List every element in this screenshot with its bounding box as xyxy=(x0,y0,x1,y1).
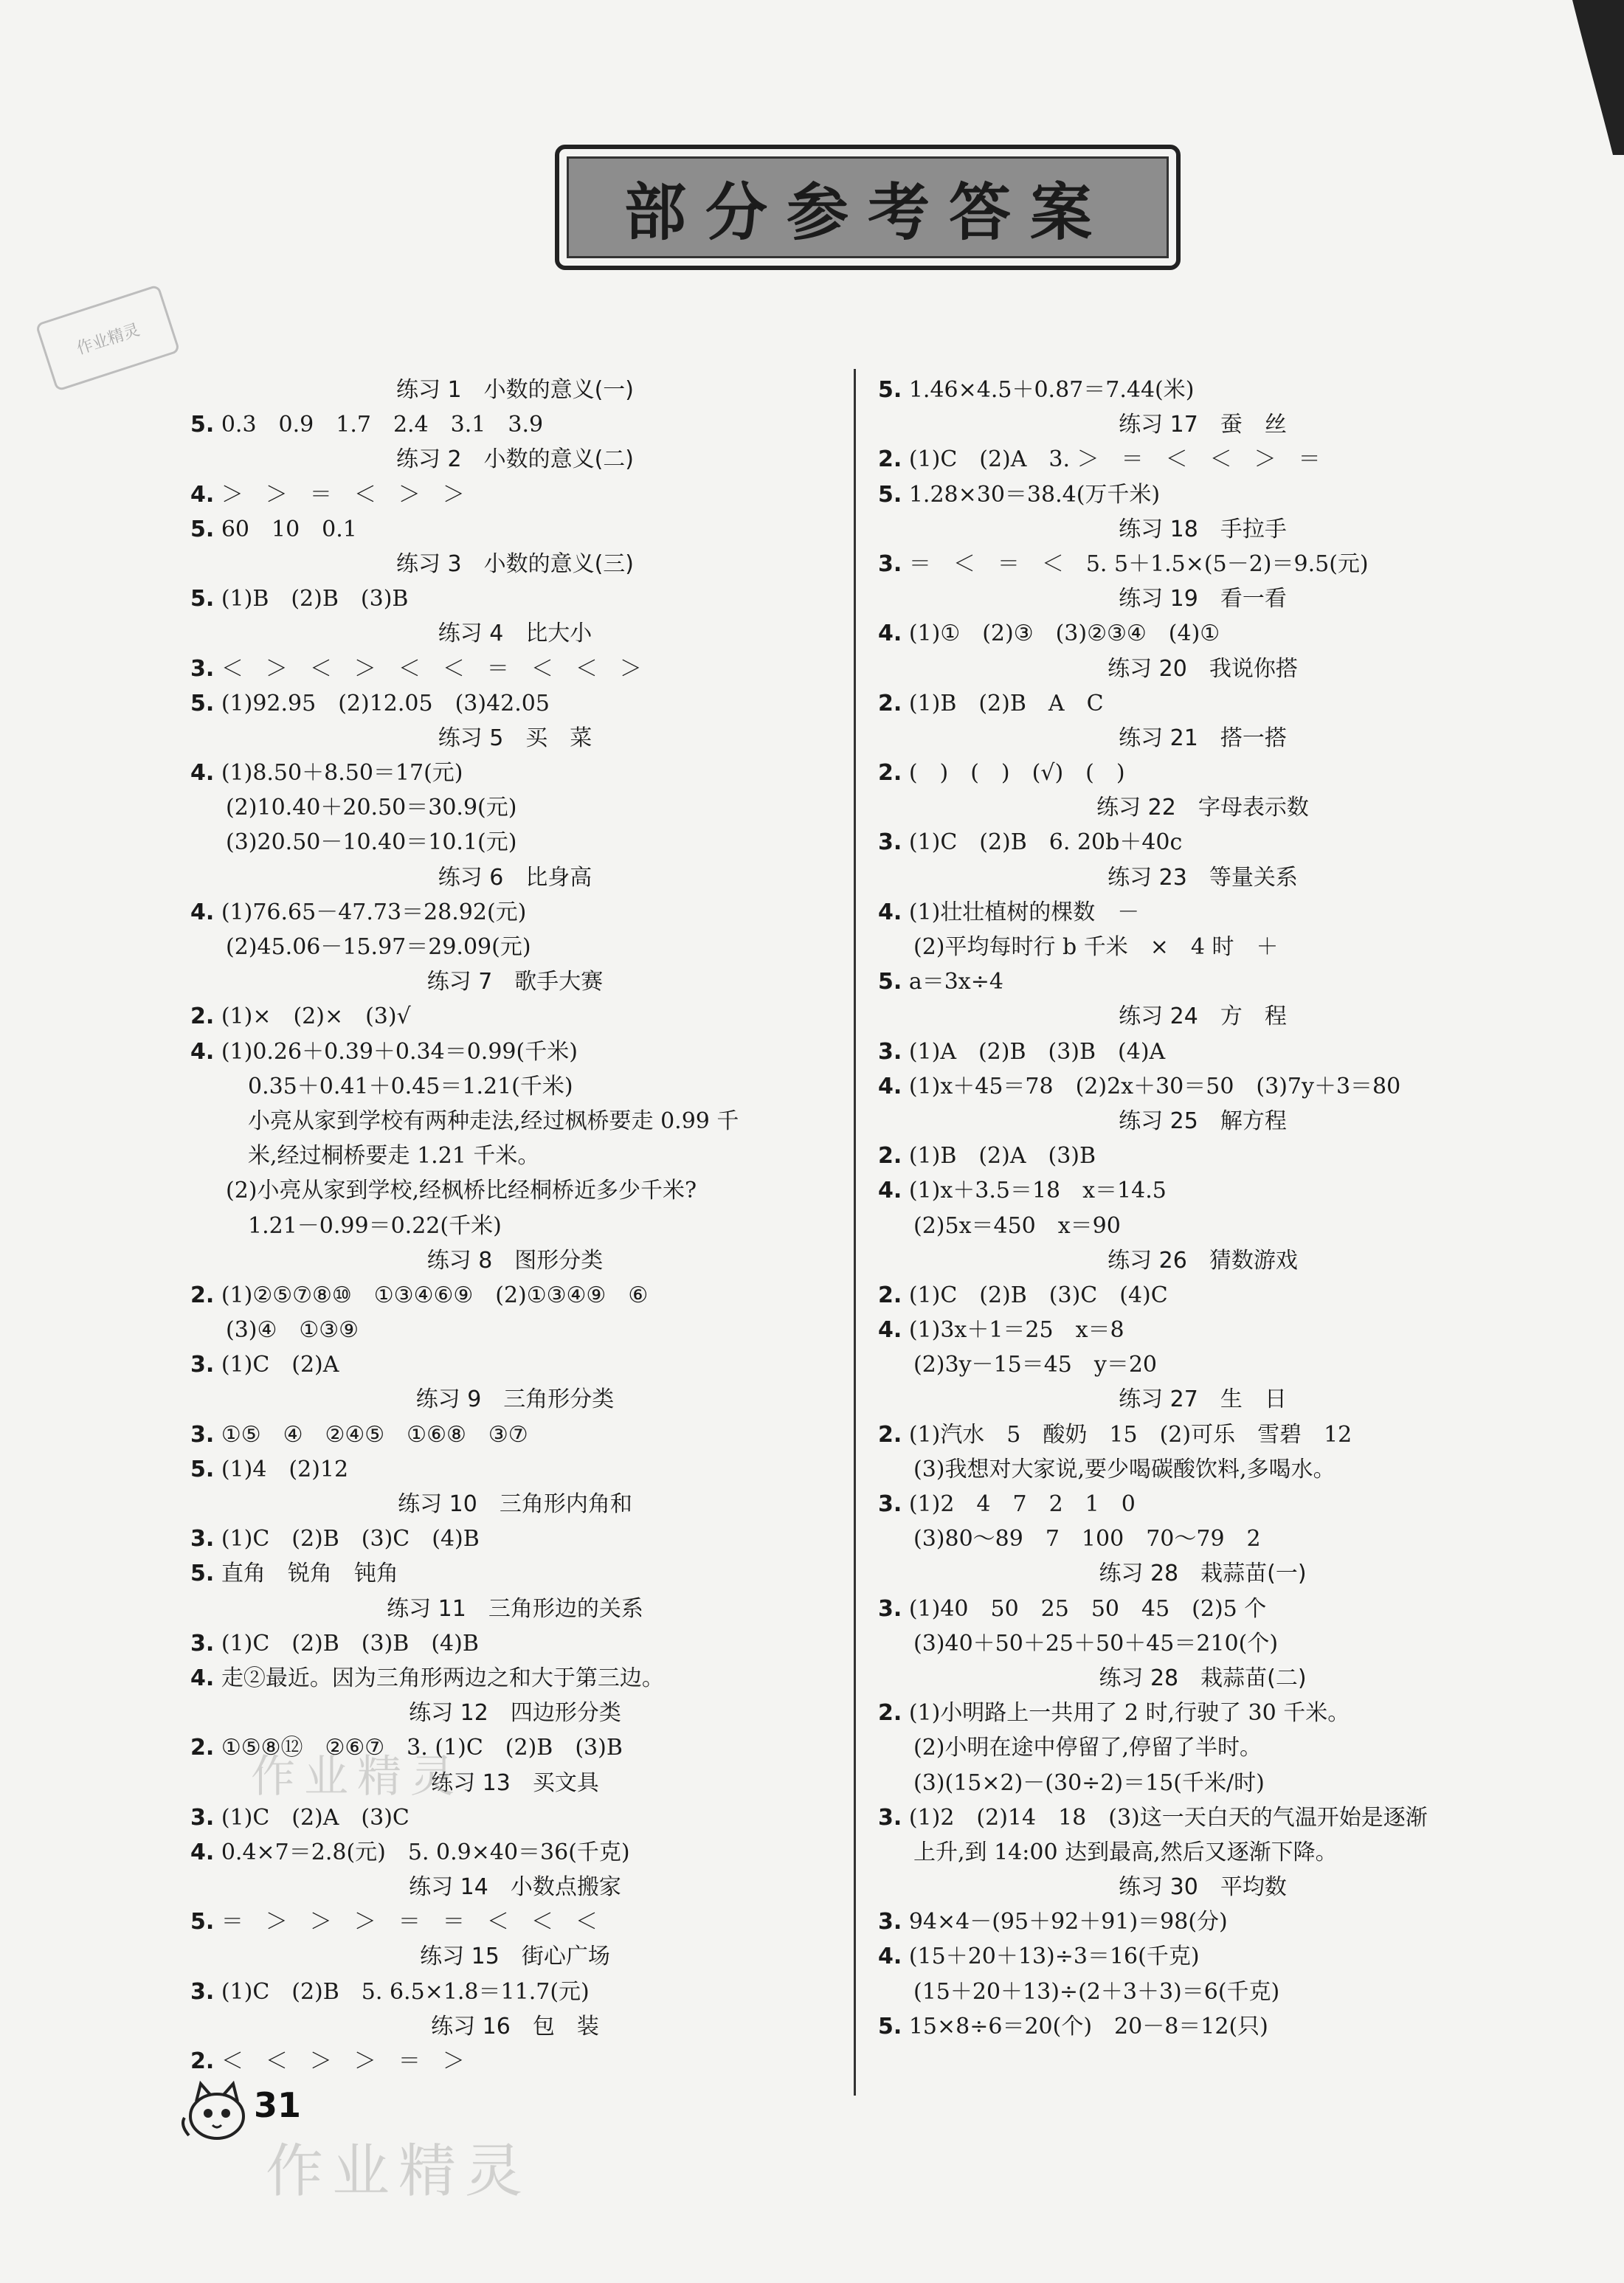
answer-text: (2)5x＝450 x＝90 xyxy=(913,1212,1121,1239)
answer-line xyxy=(190,1626,840,1661)
exercise-heading xyxy=(190,616,840,651)
answer-text: ＝ ＞ ＞ ＞ ＝ ＝ ＜ ＜ ＜ xyxy=(214,1909,598,1935)
answer-text: (3)20.50－10.40＝10.1(元) xyxy=(226,829,517,856)
question-number: 4. xyxy=(190,760,215,787)
answer-text: ＜ ＜ ＞ ＞ ＝ ＞ xyxy=(214,2048,465,2074)
exercise-title: 练习 10 三角形内角和 xyxy=(398,1491,632,1517)
question-number: 5. xyxy=(878,969,902,995)
answer-text: (2)3y－15＝45 y＝20 xyxy=(913,1352,1157,1378)
exercise-title: 练习 25 解方程 xyxy=(1119,1108,1287,1134)
exercise-heading xyxy=(190,1382,840,1417)
exercise-heading xyxy=(878,1382,1527,1417)
answer-line xyxy=(878,1173,1527,1208)
question-number: 2. xyxy=(878,1700,902,1727)
watermark-text: 作业精灵 xyxy=(266,2138,532,2205)
answer-text: ①⑤ ④ ②④⑤ ①⑥⑧ ③⑦ xyxy=(214,1421,528,1448)
question-number: 3. xyxy=(190,655,215,682)
page-title: 部分参考答案 xyxy=(567,156,1169,258)
answer-line xyxy=(878,1522,1527,1556)
answer-text: (1)0.26＋0.39＋0.34＝0.99(千米) xyxy=(214,1038,578,1065)
answer-line xyxy=(190,652,840,686)
answer-line xyxy=(878,825,1527,860)
answer-text: (1)B (2)B A C xyxy=(902,690,1104,716)
watermark-text: 作业精灵 xyxy=(251,1751,463,1803)
answer-text: (1)40 50 25 50 45 (2)5 个 xyxy=(902,1595,1267,1622)
right-answer-column xyxy=(878,373,1527,2044)
answer-line xyxy=(190,1522,840,1556)
answer-text: 0.3 0.9 1.7 2.4 3.1 3.9 xyxy=(214,412,544,438)
answer-line xyxy=(190,1835,840,1870)
question-number: 5. xyxy=(190,690,215,716)
answer-line xyxy=(190,930,840,964)
question-number: 5. xyxy=(190,1909,215,1935)
answer-line xyxy=(190,1209,840,1243)
exercise-title: 练习 1 小数的意义(一) xyxy=(395,377,635,403)
question-number: 2. xyxy=(878,1143,902,1170)
answer-line xyxy=(878,1975,1527,2009)
answer-text: (1)A (2)B (3)B (4)A xyxy=(902,1038,1166,1065)
answer-text: 米,经过桐桥要走 1.21 千米。 xyxy=(226,1143,540,1170)
answer-line xyxy=(190,1417,840,1452)
question-number: 3. xyxy=(190,1421,215,1448)
exercise-heading xyxy=(190,1696,840,1730)
exercise-heading xyxy=(878,1556,1527,1591)
exercise-title: 练习 23 等量关系 xyxy=(1108,864,1298,891)
answer-text: (1)76.65－47.73＝28.92(元) xyxy=(214,899,527,925)
answer-line xyxy=(190,1556,840,1591)
answer-text: (1)C (2)B (3)C (4)C xyxy=(902,1282,1168,1308)
binding-edge-shadow xyxy=(1543,0,1624,155)
question-number: 3. xyxy=(190,1526,215,1552)
title-banner xyxy=(555,145,1181,270)
answer-text: (1)C (2)B (3)B (4)B xyxy=(214,1630,479,1657)
exercise-heading xyxy=(878,999,1527,1034)
answer-line xyxy=(190,1347,840,1382)
answer-line xyxy=(878,964,1527,999)
question-number: 3. xyxy=(878,829,902,856)
answer-line xyxy=(878,1696,1527,1730)
answer-line xyxy=(190,1035,840,1069)
answer-line xyxy=(878,895,1527,930)
answer-line xyxy=(190,2044,840,2079)
exercise-heading xyxy=(190,1487,840,1522)
exercise-heading xyxy=(878,721,1527,756)
answer-text: 0.4×7＝2.8(元) 5. 0.9×40＝36(千克) xyxy=(214,1839,630,1865)
answer-text: (1)3x＋1＝25 x＝8 xyxy=(902,1317,1124,1344)
answer-text: (1)C (2)A 3. ＞ ＝ ＜ ＜ ＞ ＝ xyxy=(902,446,1321,473)
answer-line xyxy=(878,686,1527,721)
answer-line xyxy=(878,1035,1527,1069)
question-number: 3. xyxy=(190,1804,215,1831)
answer-line xyxy=(878,373,1527,407)
answer-line xyxy=(190,756,840,790)
exercise-heading xyxy=(190,1243,840,1278)
answer-line xyxy=(878,756,1527,790)
exercise-title: 练习 21 搭一搭 xyxy=(1119,725,1287,751)
answer-text: (1)汽水 5 酸奶 15 (2)可乐 雪碧 12 xyxy=(902,1421,1352,1448)
answer-text: (1)C (2)B 6. 20b＋40c xyxy=(902,829,1183,856)
answer-text: 60 10 0.1 xyxy=(214,516,357,542)
exercise-heading xyxy=(190,442,840,477)
answer-text: (1)B (2)B (3)B xyxy=(214,586,409,612)
question-number: 2. xyxy=(878,446,902,473)
exercise-title: 练习 7 歌手大赛 xyxy=(426,969,604,995)
watermark-stamp: 作业精灵 xyxy=(35,284,180,392)
question-number: 3. xyxy=(190,1352,215,1378)
answer-line xyxy=(878,1766,1527,1800)
answer-line xyxy=(190,1661,840,1696)
question-number: 5. xyxy=(190,586,215,612)
answer-text: (1)8.50＋8.50＝17(元) xyxy=(214,760,463,787)
question-number: 2. xyxy=(190,1282,215,1308)
question-number: 3. xyxy=(878,1804,902,1831)
question-number: 4. xyxy=(878,1073,902,1099)
question-number: 2. xyxy=(190,1004,215,1030)
question-number: 4. xyxy=(190,481,215,508)
exercise-title: 练习 26 猜数游戏 xyxy=(1108,1247,1298,1274)
answer-text: (2)10.40＋20.50＝30.9(元) xyxy=(226,795,517,821)
answer-line xyxy=(190,1800,840,1835)
question-number: 4. xyxy=(878,899,902,925)
exercise-heading xyxy=(878,1243,1527,1278)
exercise-title: 练习 19 看一看 xyxy=(1119,586,1287,612)
answer-text: (1)C (2)B 5. 6.5×1.8＝11.7(元) xyxy=(214,1978,590,2005)
question-number: 5. xyxy=(190,516,215,542)
answer-line xyxy=(878,1278,1527,1313)
answer-line xyxy=(878,1417,1527,1452)
question-number: 3. xyxy=(878,1595,902,1622)
answer-line xyxy=(878,2009,1527,2044)
answer-line xyxy=(878,930,1527,964)
answer-text: (1)x＋45＝78 (2)2x＋30＝50 (3)7y＋3＝80 xyxy=(902,1073,1401,1099)
answer-text: (1)① (2)③ (3)②③④ (4)① xyxy=(902,621,1220,647)
exercise-title: 练习 14 小数点搬家 xyxy=(409,1874,621,1901)
answer-text: (1)2 (2)14 18 (3)这一天白天的气温开始是逐渐 xyxy=(902,1804,1428,1831)
question-number: 4. xyxy=(190,1839,215,1865)
answer-text: (15＋20＋13)÷(2＋3＋3)＝6(千克) xyxy=(913,1978,1280,2005)
answer-text: (1)x＋3.5＝18 x＝14.5 xyxy=(902,1178,1167,1204)
answer-line xyxy=(190,825,840,860)
question-number: 4. xyxy=(878,1944,902,1970)
answer-text: (3)我想对大家说,要少喝碳酸饮料,多喝水。 xyxy=(913,1456,1336,1482)
question-number: 4. xyxy=(190,899,215,925)
exercise-heading xyxy=(878,860,1527,895)
answer-line xyxy=(190,686,840,721)
exercise-heading xyxy=(878,581,1527,616)
answer-text: ＞ ＞ ＝ ＜ ＞ ＞ xyxy=(214,481,465,508)
exercise-heading xyxy=(878,512,1527,547)
question-number: 4. xyxy=(190,1038,215,1065)
answer-line xyxy=(878,442,1527,477)
answer-text: 94×4－(95＋92＋91)＝98(分) xyxy=(902,1909,1228,1935)
exercise-title: 练习 20 我说你搭 xyxy=(1108,655,1298,682)
exercise-title: 练习 3 小数的意义(三) xyxy=(395,550,635,577)
answer-text: (15＋20＋13)÷3＝16(千克) xyxy=(902,1944,1200,1970)
answer-line xyxy=(878,616,1527,651)
question-number: 5. xyxy=(878,2013,902,2039)
answer-line xyxy=(878,1313,1527,1347)
answer-text: (3)80～89 7 100 70～79 2 xyxy=(913,1526,1261,1552)
exercise-title: 练习 17 蚕 丝 xyxy=(1119,412,1287,438)
answer-text: 1.21－0.99＝0.22(千米) xyxy=(226,1212,502,1239)
question-number: 5. xyxy=(878,377,902,403)
answer-line xyxy=(190,1069,840,1104)
answer-text: ＝ ＜ ＝ ＜ 5. 5＋1.5×(5－2)＝9.5(元) xyxy=(902,550,1369,577)
answer-line xyxy=(878,477,1527,512)
exercise-title: 练习 16 包 装 xyxy=(431,2013,599,2039)
question-number: 3. xyxy=(190,1978,215,2005)
answer-line xyxy=(878,1487,1527,1522)
exercise-heading xyxy=(878,1104,1527,1139)
answer-text: 小亮从家到学校有两种走法,经过枫桥要走 0.99 千 xyxy=(226,1108,739,1134)
answer-line xyxy=(190,1139,840,1173)
exercise-heading xyxy=(190,1870,840,1904)
question-number: 2. xyxy=(878,1282,902,1308)
answer-line xyxy=(878,1800,1527,1835)
answer-text: (1)92.95 (2)12.05 (3)42.05 xyxy=(214,690,550,716)
answer-line xyxy=(878,1069,1527,1104)
question-number: 5. xyxy=(190,1456,215,1482)
answer-text: 1.46×4.5＋0.87＝7.44(米) xyxy=(902,377,1195,403)
exercise-heading xyxy=(190,721,840,756)
question-number: 4. xyxy=(190,1665,215,1691)
question-number: 3. xyxy=(878,1491,902,1517)
exercise-heading xyxy=(878,1870,1527,1904)
cat-mascot-icon xyxy=(174,2073,255,2147)
exercise-heading xyxy=(190,860,840,895)
question-number: 2. xyxy=(190,1735,215,1761)
answer-text: (2)45.06－15.97＝29.09(元) xyxy=(226,934,531,960)
exercise-heading xyxy=(878,790,1527,825)
exercise-title: 练习 6 比身高 xyxy=(438,864,592,891)
answer-line xyxy=(878,1730,1527,1765)
exercise-title: 练习 5 买 菜 xyxy=(438,725,592,751)
answer-text: ①⑤⑧⑫ ②⑥⑦ 3. (1)C (2)B (3)B xyxy=(214,1735,623,1761)
answer-line xyxy=(190,1278,840,1313)
exercise-title: 练习 11 三角形边的关系 xyxy=(387,1595,643,1622)
answer-line xyxy=(190,895,840,930)
answer-line xyxy=(190,1313,840,1347)
answer-text: (1)B (2)A (3)B xyxy=(902,1143,1096,1170)
answer-text: 走②最近。因为三角形两边之和大于第三边。 xyxy=(214,1665,664,1691)
question-number: 2. xyxy=(878,690,902,716)
answer-line xyxy=(190,1104,840,1139)
answer-text: ＜ ＞ ＜ ＞ ＜ ＜ ＝ ＜ ＜ ＞ xyxy=(214,655,642,682)
answer-line xyxy=(190,1975,840,2009)
answer-text: (3)④ ①③⑨ xyxy=(226,1317,359,1344)
answer-text: 15×8÷6＝20(个) 20－8＝12(只) xyxy=(902,2013,1268,2039)
answer-line xyxy=(878,1835,1527,1870)
exercise-heading xyxy=(190,1592,840,1626)
page-number: 31 xyxy=(254,2085,302,2125)
question-number: 4. xyxy=(878,621,902,647)
question-number: 3. xyxy=(878,550,902,577)
exercise-title: 练习 13 买文具 xyxy=(431,1769,599,1796)
exercise-title: 练习 22 字母表示数 xyxy=(1096,795,1309,821)
exercise-title: 练习 24 方 程 xyxy=(1119,1004,1287,1030)
answer-text: (2)小明在途中停留了,停留了半时。 xyxy=(913,1735,1262,1761)
question-number: 2. xyxy=(878,760,902,787)
exercise-title: 练习 2 小数的意义(二) xyxy=(395,446,635,473)
answer-text: (1)× (2)× (3)√ xyxy=(214,1004,411,1030)
answer-text: (1)2 4 7 2 1 0 xyxy=(902,1491,1136,1517)
answer-text: a＝3x÷4 xyxy=(902,969,1003,995)
exercise-title: 练习 27 生 日 xyxy=(1119,1386,1287,1413)
question-number: 3. xyxy=(190,1630,215,1657)
exercise-title: 练习 15 街心广场 xyxy=(420,1944,610,1970)
answer-line xyxy=(190,477,840,512)
answer-text: (2)小亮从家到学校,经枫桥比经桐桥近多少千米? xyxy=(226,1178,697,1204)
question-number: 5. xyxy=(878,481,902,508)
exercise-title: 练习 8 图形分类 xyxy=(426,1247,604,1274)
exercise-title: 练习 28 栽蒜苗(二) xyxy=(1099,1665,1307,1691)
left-answer-column xyxy=(190,373,840,2079)
answer-text: 0.35＋0.41＋0.45＝1.21(千米) xyxy=(226,1073,573,1099)
answer-line xyxy=(190,581,840,616)
answer-line xyxy=(878,1626,1527,1661)
exercise-title: 练习 4 比大小 xyxy=(438,621,592,647)
exercise-heading xyxy=(190,547,840,581)
answer-text: (1)小明路上一共用了 2 时,行驶了 30 千米。 xyxy=(902,1700,1350,1727)
answer-text: (1)4 (2)12 xyxy=(214,1456,349,1482)
answer-line xyxy=(190,512,840,547)
exercise-heading xyxy=(878,1661,1527,1696)
exercise-heading xyxy=(878,652,1527,686)
answer-line xyxy=(190,407,840,442)
question-number: 4. xyxy=(878,1317,902,1344)
exercise-heading xyxy=(190,1939,840,1974)
answer-line xyxy=(878,1592,1527,1626)
answer-text: 直角 锐角 钝角 xyxy=(214,1561,398,1587)
exercise-heading xyxy=(190,2009,840,2044)
answer-line xyxy=(190,1904,840,1939)
exercise-heading xyxy=(190,964,840,999)
exercise-title: 练习 12 四边形分类 xyxy=(409,1700,621,1727)
answer-text: (1)壮壮植树的棵数 － xyxy=(902,899,1140,925)
question-number: 2. xyxy=(878,1421,902,1448)
exercise-heading xyxy=(878,407,1527,442)
question-number: 2. xyxy=(190,2048,215,2074)
exercise-title: 练习 30 平均数 xyxy=(1119,1874,1287,1901)
answer-line xyxy=(190,1173,840,1208)
answer-line xyxy=(190,1452,840,1487)
answer-line xyxy=(878,1139,1527,1173)
answer-text: ( ) ( ) (√) ( ) xyxy=(902,760,1125,787)
answer-line xyxy=(878,1347,1527,1382)
answer-line xyxy=(190,999,840,1034)
answer-text: 上升,到 14:00 达到最高,然后又逐渐下降。 xyxy=(913,1839,1338,1865)
answer-line xyxy=(190,790,840,825)
answer-text: (3)40＋50＋25＋50＋45＝210(个) xyxy=(913,1630,1279,1657)
answer-line xyxy=(878,1452,1527,1487)
answer-text: (1)C (2)B (3)C (4)B xyxy=(214,1526,480,1552)
answer-line xyxy=(878,1939,1527,1974)
answer-line xyxy=(878,1209,1527,1243)
question-number: 3. xyxy=(878,1038,902,1065)
question-number: 3. xyxy=(878,1909,902,1935)
answer-text: (3)(15×2)－(30÷2)＝15(千米/时) xyxy=(913,1769,1265,1796)
exercise-title: 练习 28 栽蒜苗(一) xyxy=(1099,1561,1307,1587)
exercise-title: 练习 9 三角形分类 xyxy=(415,1386,615,1413)
answer-text: (1)C (2)A xyxy=(214,1352,339,1378)
answer-line xyxy=(878,1904,1527,1939)
answer-text: 1.28×30＝38.4(万千米) xyxy=(902,481,1161,508)
answer-text: (1)②⑤⑦⑧⑩ ①③④⑥⑨ (2)①③④⑨ ⑥ xyxy=(214,1282,649,1308)
column-divider xyxy=(854,369,856,2096)
question-number: 5. xyxy=(190,412,215,438)
question-number: 4. xyxy=(878,1178,902,1204)
answer-text: (1)C (2)A (3)C xyxy=(214,1804,410,1831)
exercise-heading xyxy=(190,373,840,407)
question-number: 5. xyxy=(190,1561,215,1587)
answer-text: (2)平均每时行 b 千米 × 4 时 ＋ xyxy=(913,934,1279,960)
exercise-title: 练习 18 手拉手 xyxy=(1119,516,1287,542)
answer-line xyxy=(878,547,1527,581)
